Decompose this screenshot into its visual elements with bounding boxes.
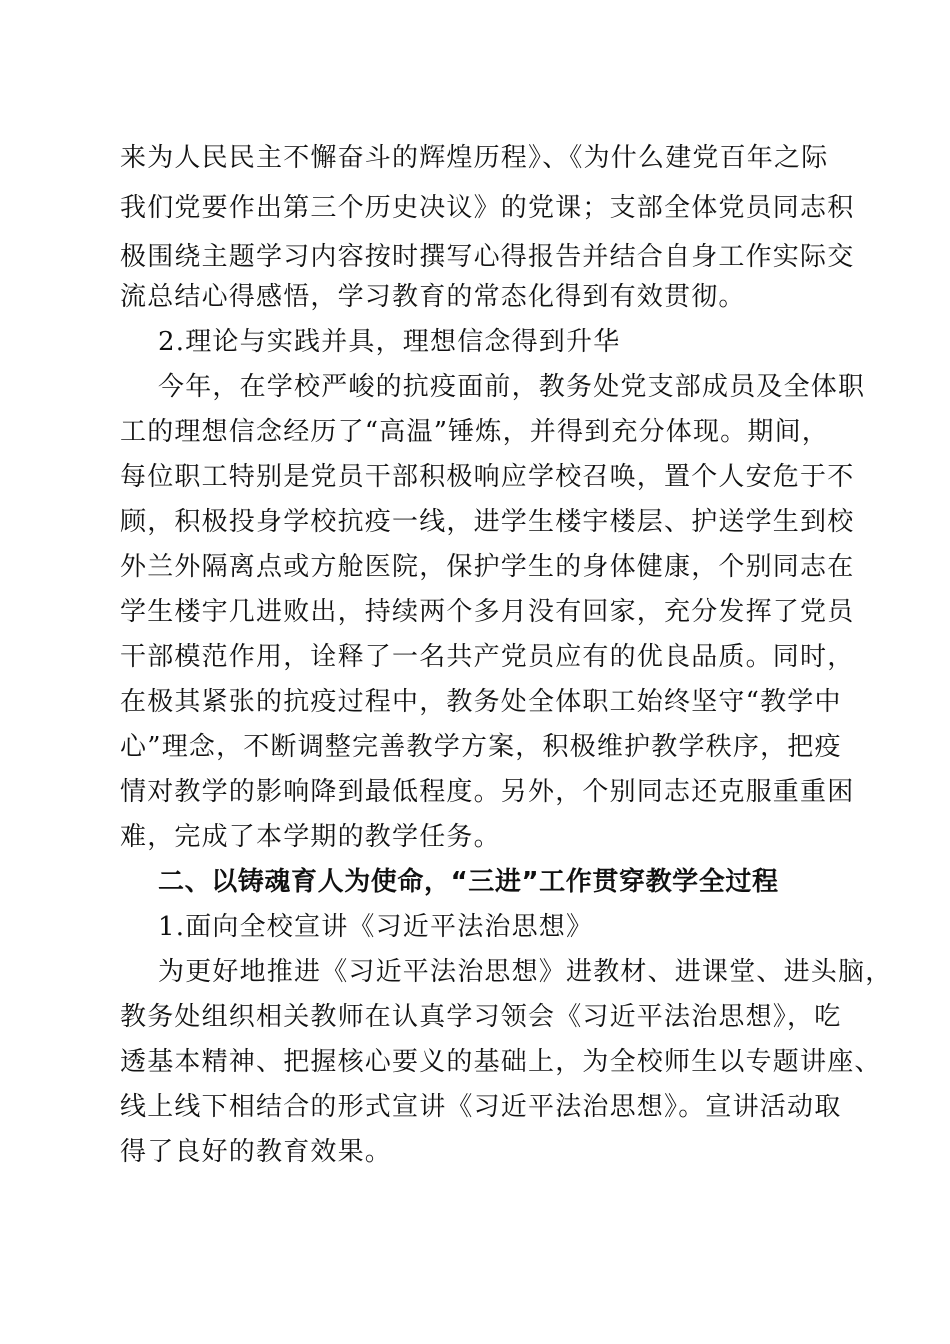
paragraph-line: 每位职工特别是党员干部积极响应学校召唤，置个人安危于不: [120, 462, 855, 492]
paragraph-line: 在极其紧张的抗疫过程中，教务处全体职工始终坚守“教学中: [120, 687, 842, 717]
paragraph-line: 干部模范作用，诠释了一名共产党员应有的优良品质。同时，: [120, 642, 855, 672]
paragraph-line: 情对教学的影响降到最低程度。另外，个别同志还克服重重困: [120, 777, 855, 807]
paragraph-line: 工的理想信念经历了“高温”锤炼，并得到充分体现。期间，: [120, 417, 829, 447]
paragraph-line: 流总结心得感悟，学习教育的常态化得到有效贯彻。: [120, 282, 746, 312]
paragraph-line: 顾，积极投身学校抗疫一线，进学生楼宇楼层、护送学生到校: [120, 507, 855, 537]
paragraph-line: 透基本精神、把握核心要义的基础上，为全校师生以专题讲座、: [120, 1047, 882, 1077]
paragraph-line: 极围绕主题学习内容按时撰写心得报告并结合自身工作实际交: [120, 242, 855, 272]
paragraph-line: 得了良好的教育效果。: [120, 1137, 393, 1167]
paragraph-line: 线上线下相结合的形式宣讲《习近平法治思想》。宣讲活动取: [120, 1092, 842, 1122]
section-heading-two: 二、以铸魂育人为使命，“三进”工作贯穿教学全过程: [158, 867, 779, 897]
subheading-xi-law-thought: 1.面向全校宣讲《习近平法治思想》: [158, 912, 594, 942]
paragraph-line: 外兰外隔离点或方舱医院，保护学生的身体健康，个别同志在: [120, 552, 855, 582]
paragraph-line: 难，完成了本学期的教学任务。: [120, 822, 501, 852]
paragraph-line: 来为人民民主不懈奋斗的辉煌历程》、《为什么建党百年之际: [120, 143, 829, 173]
paragraph-line: 我们党要作出第三个历史决议》的党课；支部全体党员同志积: [120, 193, 855, 223]
paragraph-line: 心”理念，不断调整完善教学方案，积极维护教学秩序，把疫: [120, 732, 842, 762]
paragraph-line: 今年，在学校严峻的抗疫面前，教务处党支部成员及全体职: [158, 372, 866, 402]
paragraph-line: 学生楼宇几进败出，持续两个多月没有回家，充分发挥了党员: [120, 597, 855, 627]
paragraph-line: 为更好地推进《习近平法治思想》进教材、进课堂、进头脑，: [158, 957, 893, 987]
subheading-theory-practice: 2.理论与实践并具，理想信念得到升华: [158, 327, 621, 357]
paragraph-line: 教务处组织相关教师在认真学习领会《习近平法治思想》，吃: [120, 1002, 842, 1032]
